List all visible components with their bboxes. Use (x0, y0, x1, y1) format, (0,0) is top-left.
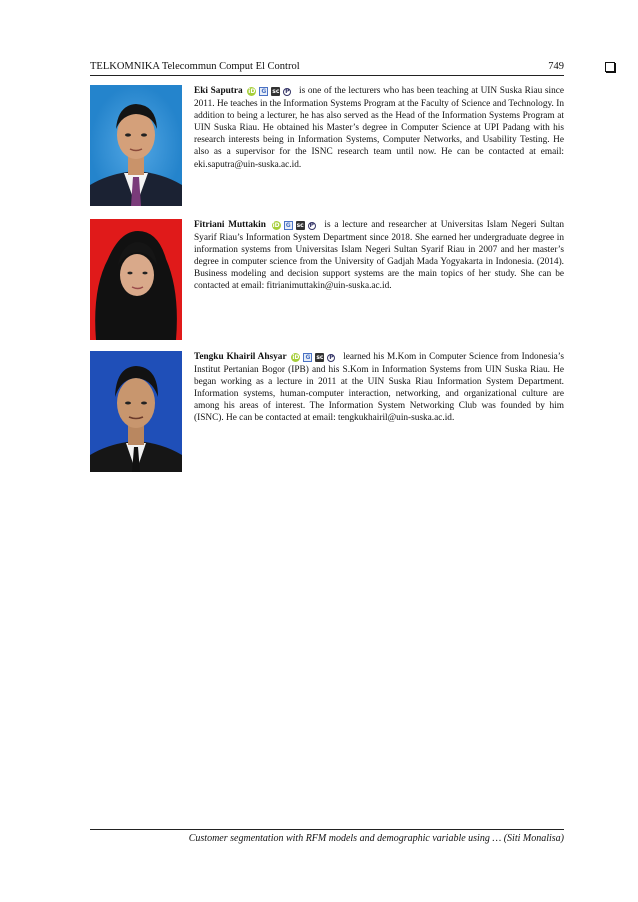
author-bio-2 (90, 219, 564, 340)
orcid-icon[interactable]: iD (272, 222, 280, 230)
author-photo-1 (90, 85, 182, 206)
author-bio-3 (90, 351, 564, 472)
bio-text-2 (194, 219, 564, 293)
bio-body: is one of the lecturers who has been teaching at UIN Suska Riau since 2011. He teaches in the Information Systems Program at the Faculty of Science and Technology. In addition to being a lecturer, he has also served as the Head of the Information Systems Program at UIN Suska Riau. He obtained his Master’s degree in Computer Science at UPI Padang with his research interests being in Information Systems, Computer Networks, and Usability Testing. He also as a supervisor for the ISNC research team until now. He can be contacted at email: eki.saputra@uin-suska.ac.id. (194, 86, 564, 170)
bio-body: learned his M.Kom in Computer Science from Indonesia’s Institut Pertanian Bogor (IPB) and his S.Kom in Information Systems from UIN Suska Riau. He began working as a lecture in 2011 at the UIN Suska Riau Information System Department. Information systems, human-computer interaction, networking, and organizational culture are among his areas of interest. The Information System Networking Club was founded by him (ISNC). He can be contacted at email: tengkukhairil@uin-suska.ac.id. (194, 352, 564, 424)
author-name: Tengku Khairil Ahsyar (194, 352, 287, 362)
profile-icons (247, 86, 294, 98)
running-header (90, 61, 564, 76)
author-bio-1 (90, 85, 564, 206)
orcid-icon[interactable]: iD (248, 88, 256, 96)
profile-icons (291, 352, 338, 364)
journal-name: TELKOMNIKA Telecommun Comput El Control (90, 61, 300, 72)
footer-title: Customer segmentation with RFM models and demographic variable using … (Siti Monalisa) (188, 833, 564, 844)
profile-icons (272, 220, 319, 232)
author-name: Eki Saputra (194, 86, 243, 96)
publons-icon[interactable]: P (285, 87, 290, 95)
author-name: Fitriani Muttakin (194, 220, 266, 230)
scopus-icon[interactable]: sc (272, 88, 280, 96)
publons-icon[interactable]: P (329, 353, 334, 361)
checkbox-square-icon (605, 62, 615, 72)
bio-text-1 (194, 85, 564, 171)
google-scholar-icon[interactable]: G (259, 87, 268, 96)
author-photo-2 (90, 219, 182, 340)
bio-body: is a lecture and researcher at Universitas Islam Negeri Sultan Syarif Riau’s Information System Department since 2018. She earned her undergraduate degree in information systems from Universitas Islam Negeri Sultan Syarif Riau in 2007 and her master’s degree in computer science from the University of Gadjah Mada Yogyakarta in Indonesia. (2014). Business modeling and decision support systems are the main topics of her study. She can be contacted at email: fitrianimuttakin@uin-suska.ac.id. (194, 220, 564, 292)
google-scholar-icon[interactable]: G (284, 221, 293, 230)
page-number: 749 (548, 61, 564, 72)
google-scholar-icon[interactable]: G (303, 353, 312, 362)
author-photo-3 (90, 351, 182, 472)
orcid-icon[interactable]: iD (292, 354, 300, 362)
bio-text-3 (194, 351, 564, 425)
scopus-icon[interactable]: sc (316, 354, 324, 362)
scopus-icon[interactable]: sc (296, 222, 304, 230)
running-footer (90, 829, 564, 844)
publons-icon[interactable]: P (309, 221, 314, 229)
